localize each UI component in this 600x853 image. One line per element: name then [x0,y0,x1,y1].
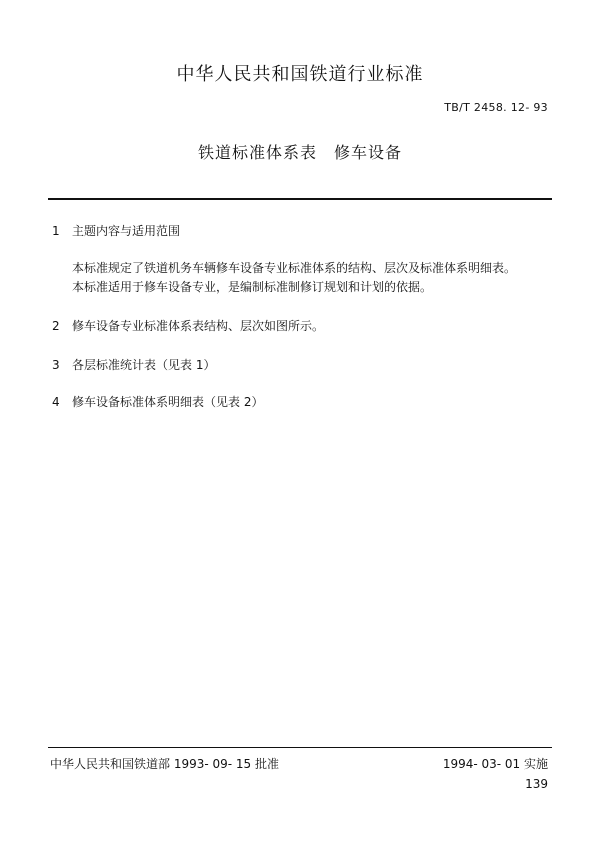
section-title: 主题内容与适用范围 [72,224,181,238]
section-1-body [72,259,516,297]
section-number: 3 [52,358,60,372]
approval-statement: 中华人民共和国铁道部 1993- 09- 15 批准 [50,757,279,771]
footer-divider [48,747,552,748]
paragraph: 本标准适用于修车设备专业，是编制标准制修订规划和计划的依据。 [72,280,433,294]
standard-category-title: 中华人民共和国铁道行业标准 [176,64,424,85]
section-1-heading [52,222,180,239]
page-number: 139 [525,777,548,791]
section-number: 1 [52,224,60,238]
section-3-heading [52,356,215,373]
section-number: 2 [52,319,60,333]
paragraph: 本标准规定了铁道机务车辆修车设备专业标准体系的结构、层次及标准体系明细表。 [72,261,517,275]
section-title: 修车设备专业标准体系表结构、层次如图所示。 [72,319,325,333]
section-title: 修车设备标准体系明细表（见表 2） [72,395,264,409]
header-divider [48,198,552,200]
standard-code: TB/T 2458. 12- 93 [444,101,548,114]
section-2-heading [52,317,324,334]
section-4-heading [52,393,263,410]
section-title: 各层标准统计表（见表 1） [72,358,216,372]
document-title: 铁道标准体系表 修车设备 [197,143,402,162]
section-number: 4 [52,395,60,409]
implementation-date: 1994- 03- 01 实施 [442,757,548,771]
